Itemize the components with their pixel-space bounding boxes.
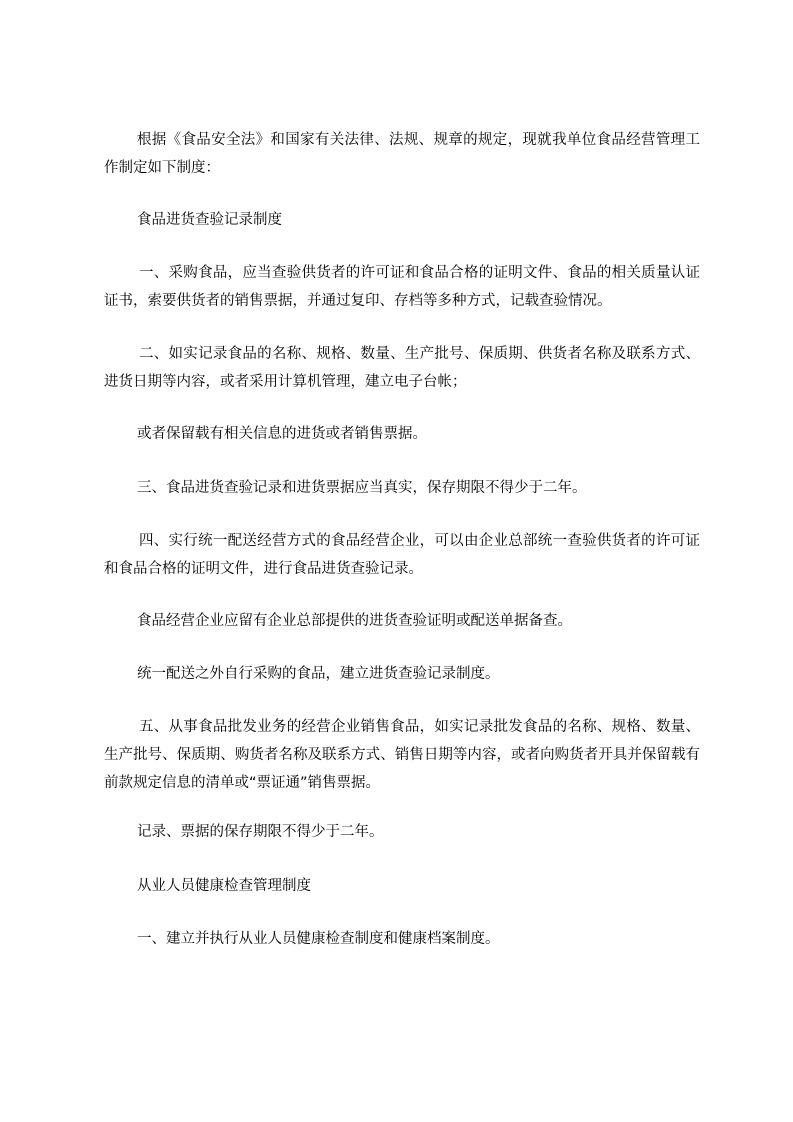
purchase-rule-5-note: 记录、票据的保存期限不得少于二年。 xyxy=(137,824,384,840)
health-rule-1: 一、建立并执行从业人员健康检查制度和健康档案制度。 xyxy=(137,931,500,947)
purchase-rule-5: 五、从事食品批发业务的经营企业销售食品，如实记录批发食品的名称、规格、数量、生产批号、保质期、购货者名称及联系方式、销售日期等内容，或者向购货者开具并保留载有前款规定信息的清单或“票证通”销售票据。 xyxy=(104,719,700,791)
purchase-rule-4-note-1: 食品经营企业应留有企业总部提供的进货查验证明或配送单据备查。 xyxy=(137,613,572,629)
purchase-rule-4: 四、实行统一配送经营方式的食品经营企业，可以由企业总部统一查验供货者的许可证和食品合格的证明文件，进行食品进货查验记录。 xyxy=(104,533,700,577)
purchase-rule-2-continued: 或者保留载有相关信息的进货或者销售票据。 xyxy=(137,426,427,442)
intro-paragraph: 根据《食品安全法》和国家有关法律、法规、规章的规定，现就我单位食品经营管理工作制定如下制度： xyxy=(104,132,700,176)
purchase-rule-4-note-2: 统一配送之外自行采购的食品，建立进货查验记录制度。 xyxy=(137,666,500,682)
purchase-rule-3: 三、食品进货查验记录和进货票据应当真实，保存期限不得少于二年。 xyxy=(137,480,587,496)
purchase-rule-1: 一、采购食品，应当查验供货者的许可证和食品合格的证明文件、食品的相关质量认证证书，索要供货者的销售票据，并通过复印、存档等多种方式，记载查验情况。 xyxy=(104,265,700,309)
section-heading-health: 从业人员健康检查管理制度 xyxy=(137,878,311,894)
section-heading-purchase: 食品进货查验记录制度 xyxy=(137,212,282,228)
purchase-rule-2: 二、如实记录食品的名称、规格、数量、生产批号、保质期、供货者名称及联系方式、进货日期等内容，或者采用计算机管理，建立电子台帐； xyxy=(104,346,700,390)
